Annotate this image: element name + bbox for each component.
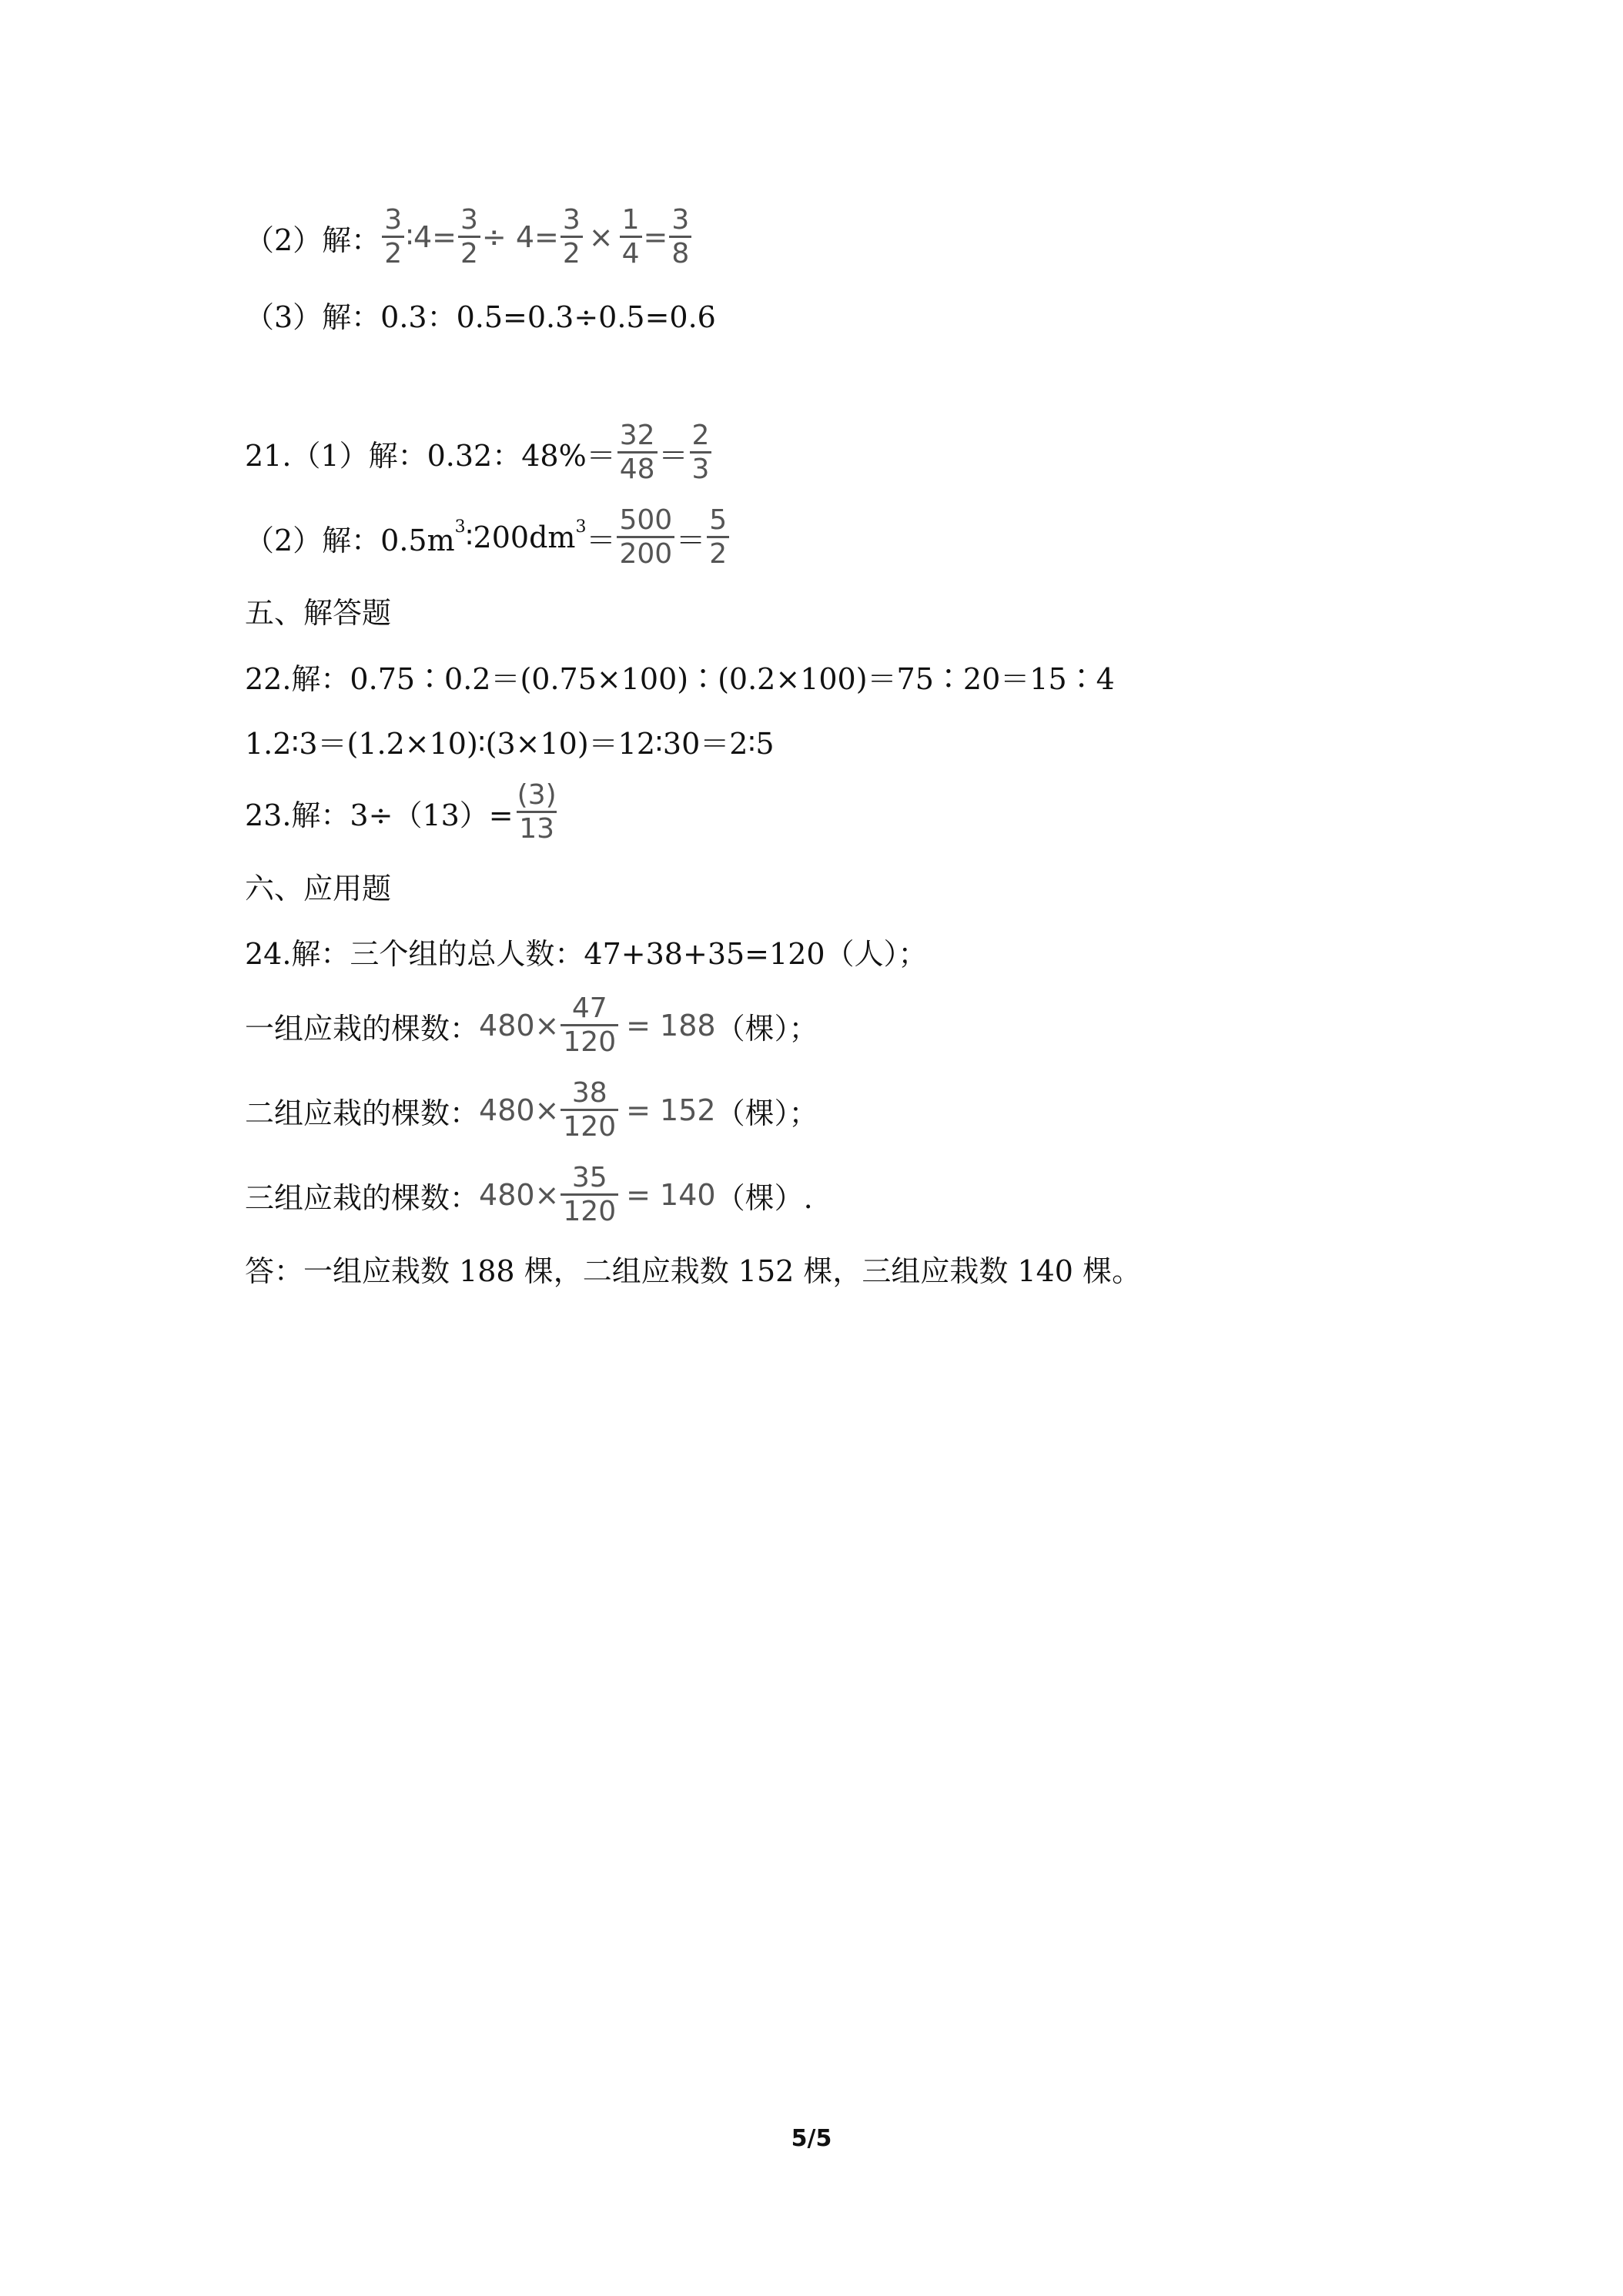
q24-line-1 [245,912,928,989]
math-text: ＝ [658,438,688,473]
answer-text: 答：一组应栽数 188 棵，二组应栽数 152 棵，三组应栽数 140 棵。 [245,1253,1142,1288]
section-6-title: 六、应用题 [245,871,392,905]
math-text: ∶4= [406,220,457,254]
math-text: = 140 [626,1178,716,1212]
q24-group1-suffix: （棵）； [715,1011,818,1046]
fraction: $\frac{3}{8}$ [669,206,691,268]
q24-group2-line [245,1072,818,1149]
math-text: = 152 [626,1093,716,1127]
q24-group2-prefix: 二组应栽的棵数： [245,1096,480,1130]
q23-prefix: 23.解：3÷（13）= [245,798,514,832]
superscript: 3 [575,517,587,537]
q22-text-2: 1.2∶3＝(1.2×10)∶(3×10)＝12∶30＝2∶5 [245,726,775,761]
fraction: $\frac{(3)}{13}$ [517,779,557,845]
q20-part3-text: （3）解：0.3：0.5=0.3÷0.5=0.6 [245,300,716,334]
fraction: $\frac{3}{2}$ [382,206,404,268]
q20-part2-prefix: （2）解： [245,223,381,257]
q23-line [245,774,561,851]
fraction: $\frac{5}{2}$ [707,507,729,568]
q24-text-1: 24.解：三个组的总人数：47+38+35=120（人）； [245,936,928,971]
q24-group3-line [245,1156,813,1233]
q24-group3-prefix: 三组应栽的棵数： [245,1180,480,1215]
page-number: 5/5 [791,2125,832,2152]
fraction: $\frac{38}{120}$ [561,1079,618,1141]
fraction: $\frac{1}{4}$ [620,206,642,268]
fraction: $\frac{500}{200}$ [617,507,674,568]
math-text: ＝ [676,523,706,557]
q21-part2-line [245,499,731,576]
q20-part2-line [245,199,693,276]
fraction: $\frac{47}{120}$ [561,995,618,1056]
q22-text-1: 22.解：0.75∶0.2＝(0.75×100)∶(0.2×100)＝75∶20＝15∶4 [245,661,1115,696]
math-text: ÷ 4= [481,220,559,254]
math-text: 480× [479,1178,560,1212]
math-text: ＝ [586,523,616,557]
math-text: = 188 [626,1009,716,1043]
q22-line-2 [245,702,775,779]
fraction: $\frac{35}{120}$ [561,1164,618,1226]
q21-part2-prefix: （2）解：0.5m [245,523,455,557]
q24-group1-prefix: 一组应栽的棵数： [245,1011,480,1046]
fraction: $\frac{2}{3}$ [690,422,712,484]
q21-part1-line [245,414,713,491]
q24-group3-suffix: （棵）. [715,1180,813,1215]
fraction: $\frac{32}{48}$ [617,422,658,484]
math-text: 480× [479,1009,560,1043]
section-5-title: 五、解答题 [245,595,392,630]
math-text: 480× [479,1093,560,1127]
q24-group1-line [245,987,818,1064]
q21-part1-prefix: 21.（1）解：0.32：48%＝ [245,438,616,473]
math-text: = [643,220,668,254]
superscript: 3 [454,517,466,537]
fraction: $\frac{3}{2}$ [458,206,480,268]
section-5-heading [245,571,391,648]
q24-group2-suffix: （棵）； [715,1096,818,1130]
fraction: $\frac{3}{2}$ [561,206,583,268]
q20-part3-line [245,276,716,353]
q21-part2-mid: ∶200dm [465,520,576,554]
math-text: × [588,220,614,254]
answer-line [245,1230,1141,1307]
